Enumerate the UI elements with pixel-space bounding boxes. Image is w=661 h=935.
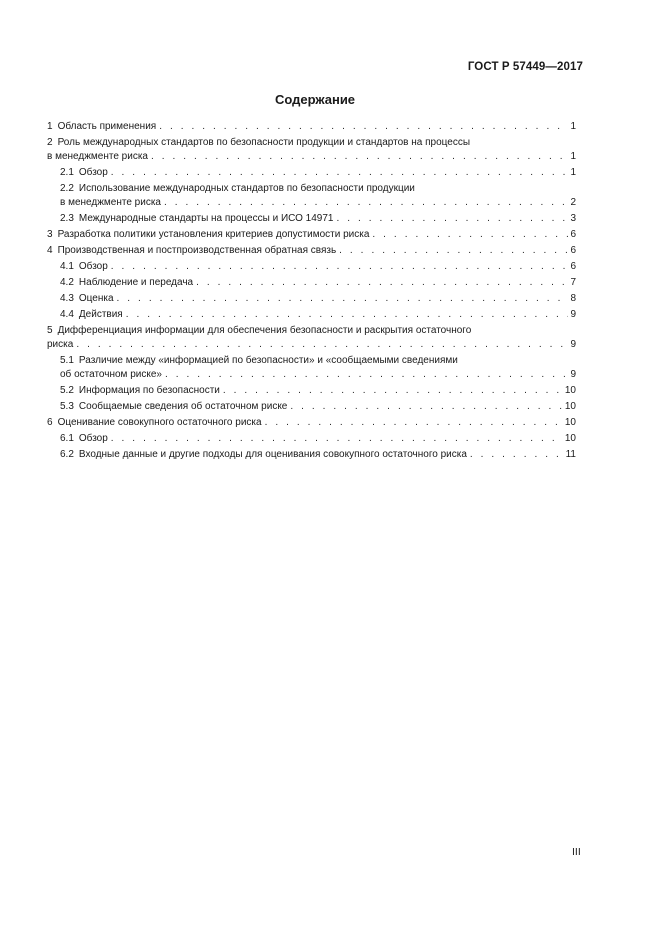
toc-entry-first-line: [60, 182, 576, 196]
toc-entry[interactable]: [47, 416, 576, 430]
dot-leader: [151, 150, 568, 164]
toc-entry-title: в менеджменте риска: [47, 151, 148, 162]
toc-entry-number: 4.1: [60, 261, 74, 272]
toc-entry-title: Сообщаемые сведения об остаточном риске: [78, 401, 288, 412]
table-of-contents: [47, 120, 576, 464]
toc-entry-first-line: [47, 324, 576, 338]
toc-entry-number: 5.2: [60, 385, 74, 396]
toc-entry-page: 10: [564, 385, 576, 396]
toc-entry-number: 2.2: [60, 183, 74, 194]
toc-entry-title: Действия: [78, 309, 123, 320]
toc-entry-title: Оценка: [78, 293, 114, 304]
toc-entry-title: Входные данные и другие подходы для оценивания совокупного остаточного риска: [78, 449, 467, 460]
toc-entry-number: 3: [47, 229, 53, 240]
toc-entry-title: Обзор: [78, 167, 108, 178]
toc-entry[interactable]: [47, 244, 576, 258]
dot-leader: [290, 400, 563, 414]
toc-entry[interactable]: [47, 432, 576, 446]
dot-leader: [164, 196, 568, 210]
toc-entry-page: 3: [570, 213, 576, 224]
toc-entry-page: 1: [570, 151, 576, 162]
toc-entry-page: 9: [570, 339, 576, 350]
toc-entry[interactable]: [47, 136, 576, 164]
toc-entry[interactable]: [47, 324, 576, 352]
dot-leader: [339, 244, 568, 258]
toc-entry-title: об остаточном риске»: [60, 369, 162, 380]
dot-leader: [196, 276, 568, 290]
toc-entry[interactable]: [47, 354, 576, 382]
dot-leader: [337, 212, 569, 226]
dot-leader: [159, 120, 568, 134]
toc-entry[interactable]: [47, 448, 576, 462]
toc-entry-title-line1: Дифференциация информации для обеспечения безопасности и раскрытия остаточного: [57, 325, 472, 336]
toc-entry-title: Оценивание совокупного остаточного риска: [57, 417, 262, 428]
toc-entry[interactable]: [47, 260, 576, 274]
toc-entry-page: 10: [564, 433, 576, 444]
dot-leader: [126, 308, 569, 322]
toc-entry-title: в менеджменте риска: [60, 197, 161, 208]
toc-entry-page: 1: [570, 121, 576, 132]
toc-entry-number: 4: [47, 245, 53, 256]
toc-entry-page: 7: [570, 277, 576, 288]
toc-entry-number: 2: [47, 137, 53, 148]
toc-entry-title: Обзор: [78, 433, 108, 444]
toc-entry-page: 8: [570, 293, 576, 304]
document-code: ГОСТ Р 57449—2017: [467, 61, 583, 73]
toc-entry-page: 6: [570, 245, 576, 256]
toc-entry-page: 11: [565, 449, 576, 460]
toc-entry-number: 6: [47, 417, 53, 428]
toc-entry-page: 6: [570, 229, 576, 240]
toc-entry[interactable]: [47, 228, 576, 242]
toc-entry-title-line1: Роль международных стандартов по безопасности продукции и стандартов на процессы: [57, 137, 471, 148]
toc-entry[interactable]: [47, 182, 576, 210]
toc-entry-number: 1: [47, 121, 53, 132]
toc-title: Содержание: [274, 92, 356, 107]
toc-entry-title-line1: Различие между «информацией по безопасности» и «сообщаемыми сведениями: [78, 355, 458, 366]
toc-entry-title: Обзор: [78, 261, 108, 272]
toc-entry-number: 4.2: [60, 277, 74, 288]
toc-entry-number: 2.1: [60, 167, 74, 178]
page-number: III: [572, 846, 581, 858]
toc-entry-page: 9: [570, 369, 576, 380]
toc-entry-page: 9: [570, 309, 576, 320]
dot-leader: [372, 228, 568, 242]
toc-entry-title: Разработка политики установления критериев допустимости риска: [57, 229, 370, 240]
toc-entry-page: 10: [564, 417, 576, 428]
toc-entry[interactable]: [47, 120, 576, 134]
toc-entry-number: 6.2: [60, 449, 74, 460]
toc-entry-number: 6.1: [60, 433, 74, 444]
dot-leader: [111, 166, 569, 180]
toc-entry-number: 5.3: [60, 401, 74, 412]
toc-entry[interactable]: [47, 292, 576, 306]
toc-entry-page: 1: [570, 167, 576, 178]
toc-entry-first-line: [47, 136, 576, 150]
dot-leader: [265, 416, 563, 430]
toc-entry-title: Наблюдение и передача: [78, 277, 194, 288]
toc-entry-page: 6: [570, 261, 576, 272]
toc-entry-title: Производственная и постпроизводственная обратная связь: [57, 245, 337, 256]
toc-entry-title: риска: [47, 339, 74, 350]
toc-entry[interactable]: [47, 212, 576, 226]
toc-entry-first-line: [60, 354, 576, 368]
toc-entry-number: 2.3: [60, 213, 74, 224]
dot-leader: [223, 384, 563, 398]
toc-entry-title: Международные стандарты на процессы и ИСО 14971: [78, 213, 334, 224]
dot-leader: [76, 338, 568, 352]
toc-entry-number: 4.4: [60, 309, 74, 320]
dot-leader: [117, 292, 569, 306]
toc-entry-number: 4.3: [60, 293, 74, 304]
dot-leader: [111, 432, 563, 446]
toc-entry[interactable]: [47, 308, 576, 322]
toc-entry-title: Область применения: [57, 121, 157, 132]
dot-leader: [470, 448, 564, 462]
toc-entry-page: 2: [570, 197, 576, 208]
dot-leader: [165, 368, 568, 382]
toc-entry-number: 5.1: [60, 355, 74, 366]
toc-entry[interactable]: [47, 166, 576, 180]
dot-leader: [111, 260, 569, 274]
toc-entry[interactable]: [47, 384, 576, 398]
toc-entry-page: 10: [564, 401, 576, 412]
toc-entry[interactable]: [47, 276, 576, 290]
toc-entry-number: 5: [47, 325, 53, 336]
toc-entry-title-line1: Использование международных стандартов по безопасности продукции: [78, 183, 415, 194]
toc-entry[interactable]: [47, 400, 576, 414]
toc-entry-title: Информация по безопасности: [78, 385, 220, 396]
